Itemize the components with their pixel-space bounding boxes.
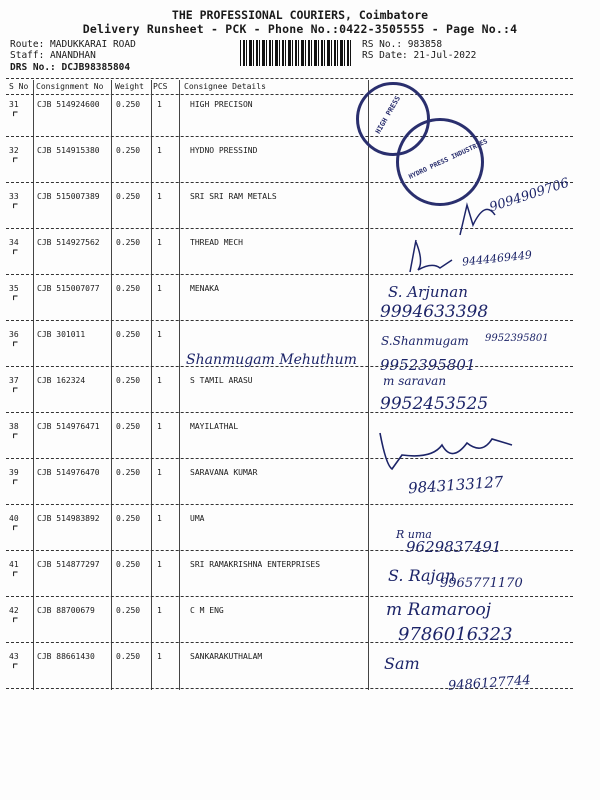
handwritten-name-40: R uma	[396, 528, 432, 541]
row-sno: 36	[9, 330, 19, 339]
row-consignee: SRI SRI RAM METALS	[190, 192, 277, 201]
column-divider	[368, 80, 369, 690]
rs-number: RS No.: 983858	[362, 39, 443, 50]
handwritten-name-36: S.Shanmugam	[381, 334, 469, 348]
col-header-pcs: PCS	[153, 82, 168, 91]
row-pcs: 1	[157, 238, 162, 247]
handwritten-phone-41: 9965771170	[440, 576, 523, 591]
signature-34	[402, 232, 462, 277]
row-consignee: HIGH PRECISON	[190, 100, 253, 109]
tick-mark-icon: ⌜	[12, 110, 19, 126]
row-weight: 0.250	[116, 330, 141, 339]
row-divider	[6, 182, 573, 183]
handwritten-note-36: Shanmugam Mehuthum	[186, 352, 357, 368]
row-pcs: 1	[157, 330, 162, 339]
row-weight: 0.250	[116, 606, 141, 615]
row-consignment-no: CJB 514877297	[37, 560, 100, 569]
row-consignment-no: CJB 88661430	[37, 652, 95, 661]
row-pcs: 1	[157, 192, 162, 201]
handwritten-phone-42: 9786016323	[398, 624, 513, 645]
tick-mark-icon: ⌜	[12, 616, 19, 632]
tick-mark-icon: ⌜	[12, 524, 19, 540]
row-divider	[6, 136, 573, 137]
handwritten-name-35: S. Arjunan	[388, 283, 468, 301]
row-weight: 0.250	[116, 514, 141, 523]
row-sno: 38	[9, 422, 19, 431]
tick-mark-icon: ⌜	[12, 478, 19, 494]
tick-mark-icon: ⌜	[12, 662, 19, 678]
tick-mark-icon: ⌜	[12, 248, 19, 264]
row-consignment-no: CJB 514927562	[37, 238, 100, 247]
row-consignment-no: CJB 514976471	[37, 422, 100, 431]
row-sno: 41	[9, 560, 19, 569]
handwritten-phone-39: 9843133127	[407, 472, 504, 498]
table-top-rule	[6, 78, 573, 79]
tick-mark-icon: ⌜	[12, 432, 19, 448]
row-consignee: SANKARAKUTHALAM	[190, 652, 263, 661]
row-consignment-no: CJB 162324	[37, 376, 86, 385]
column-divider	[179, 80, 180, 690]
col-header-consignment: Consignment No	[36, 82, 104, 91]
row-weight: 0.250	[116, 192, 141, 201]
row-divider	[6, 274, 573, 275]
row-consignment-no: CJB 88700679	[37, 606, 95, 615]
row-sno: 34	[9, 238, 19, 247]
row-pcs: 1	[157, 560, 162, 569]
row-sno: 35	[9, 284, 19, 293]
company-stamp-1: HIGH PRESS	[356, 82, 430, 156]
column-divider	[111, 80, 112, 690]
runsheet-subtitle: Delivery Runsheet - PCK - Phone No.:0422-3505555 - Page No.:4	[82, 22, 518, 36]
column-divider	[151, 80, 152, 690]
signature-38	[372, 425, 522, 480]
handwritten-phone-34: 9444469449	[461, 248, 533, 269]
row-weight: 0.250	[116, 238, 141, 247]
handwritten-phone-43: 9486127744	[447, 673, 532, 694]
row-weight: 0.250	[116, 100, 141, 109]
tick-mark-icon: ⌜	[12, 294, 19, 310]
staff-label: Staff: ANANDHAN	[10, 50, 96, 61]
row-pcs: 1	[157, 422, 162, 431]
row-pcs: 1	[157, 146, 162, 155]
rs-date: RS Date: 21-Jul-2022	[362, 50, 477, 61]
row-pcs: 1	[157, 468, 162, 477]
handwritten-phone-35: 9994633398	[380, 302, 489, 322]
row-consignee: THREAD MECH	[190, 238, 243, 247]
row-divider	[6, 504, 573, 505]
row-consignment-no: CJB 514983892	[37, 514, 100, 523]
row-weight: 0.250	[116, 146, 141, 155]
row-sno: 39	[9, 468, 19, 477]
row-sno: 42	[9, 606, 19, 615]
row-consignment-no: CJB 514924600	[37, 100, 100, 109]
row-sno: 32	[9, 146, 19, 155]
row-consignee: MENAKA	[190, 284, 219, 293]
column-divider	[33, 80, 34, 690]
row-sno: 40	[9, 514, 19, 523]
row-consignment-no: CJB 514915380	[37, 146, 100, 155]
row-consignment-no: CJB 515007077	[37, 284, 100, 293]
handwritten-phone-37: 9952453525	[380, 394, 489, 414]
col-header-sno: S No	[9, 82, 29, 91]
row-pcs: 1	[157, 376, 162, 385]
handwritten-name-43: Sam	[384, 654, 420, 673]
row-consignment-no: CJB 514976470	[37, 468, 100, 477]
col-header-consignee: Consignee Details	[184, 82, 266, 91]
row-pcs: 1	[157, 100, 162, 109]
handwritten-phone-33: 9094909706	[487, 175, 572, 216]
tick-mark-icon: ⌜	[12, 386, 19, 402]
handwritten-name-37: m saravan	[383, 374, 447, 388]
row-weight: 0.250	[116, 376, 141, 385]
row-pcs: 1	[157, 514, 162, 523]
row-consignee: C M ENG	[190, 606, 224, 615]
row-consignee: S TAMIL ARASU	[190, 376, 253, 385]
row-sno: 43	[9, 652, 19, 661]
row-consignee: HYDNO PRESSIND	[190, 146, 258, 155]
company-stamp-2: HYDRO PRESS INDUSTRIES	[396, 118, 484, 206]
row-weight: 0.250	[116, 284, 141, 293]
row-sno: 33	[9, 192, 19, 201]
row-weight: 0.250	[116, 560, 141, 569]
row-weight: 0.250	[116, 422, 141, 431]
row-pcs: 1	[157, 284, 162, 293]
row-weight: 0.250	[116, 468, 141, 477]
row-consignment-no: CJB 515007389	[37, 192, 100, 201]
tick-mark-icon: ⌜	[12, 570, 19, 586]
handwritten-phone-40: 9629837491	[406, 538, 502, 556]
row-consignment-no: CJB 301011	[37, 330, 86, 339]
company-title: THE PROFESSIONAL COURIERS, Coimbatore	[171, 8, 429, 22]
row-divider	[6, 596, 573, 597]
row-consignee: SARAVANA KUMAR	[190, 468, 258, 477]
signature-33	[455, 195, 505, 240]
route-label: Route: MADUKKARAI ROAD	[10, 39, 136, 50]
row-weight: 0.250	[116, 652, 141, 661]
row-consignee: UMA	[190, 514, 205, 523]
row-pcs: 1	[157, 652, 162, 661]
tick-mark-icon: ⌜	[12, 202, 19, 218]
tick-mark-icon: ⌜	[12, 156, 19, 172]
barcode	[240, 40, 352, 66]
tick-mark-icon: ⌜	[12, 340, 19, 356]
handwritten-phone-36a: 9952395801	[485, 333, 549, 344]
handwritten-phone-36b: 9952395801	[380, 356, 476, 374]
drs-number: DRS No.: DCJB98385804	[10, 62, 131, 73]
header-rule	[6, 94, 573, 95]
row-sno: 31	[9, 100, 19, 109]
row-pcs: 1	[157, 606, 162, 615]
col-header-weight: Weight	[115, 82, 144, 91]
handwritten-name-42: m Ramarooj	[386, 600, 491, 620]
row-sno: 37	[9, 376, 19, 385]
row-consignee: MAYILATHAL	[190, 422, 239, 431]
row-consignee: SRI RAMAKRISHNA ENTERPRISES	[190, 560, 321, 569]
handwritten-name-41: S. Rajan	[388, 566, 456, 585]
